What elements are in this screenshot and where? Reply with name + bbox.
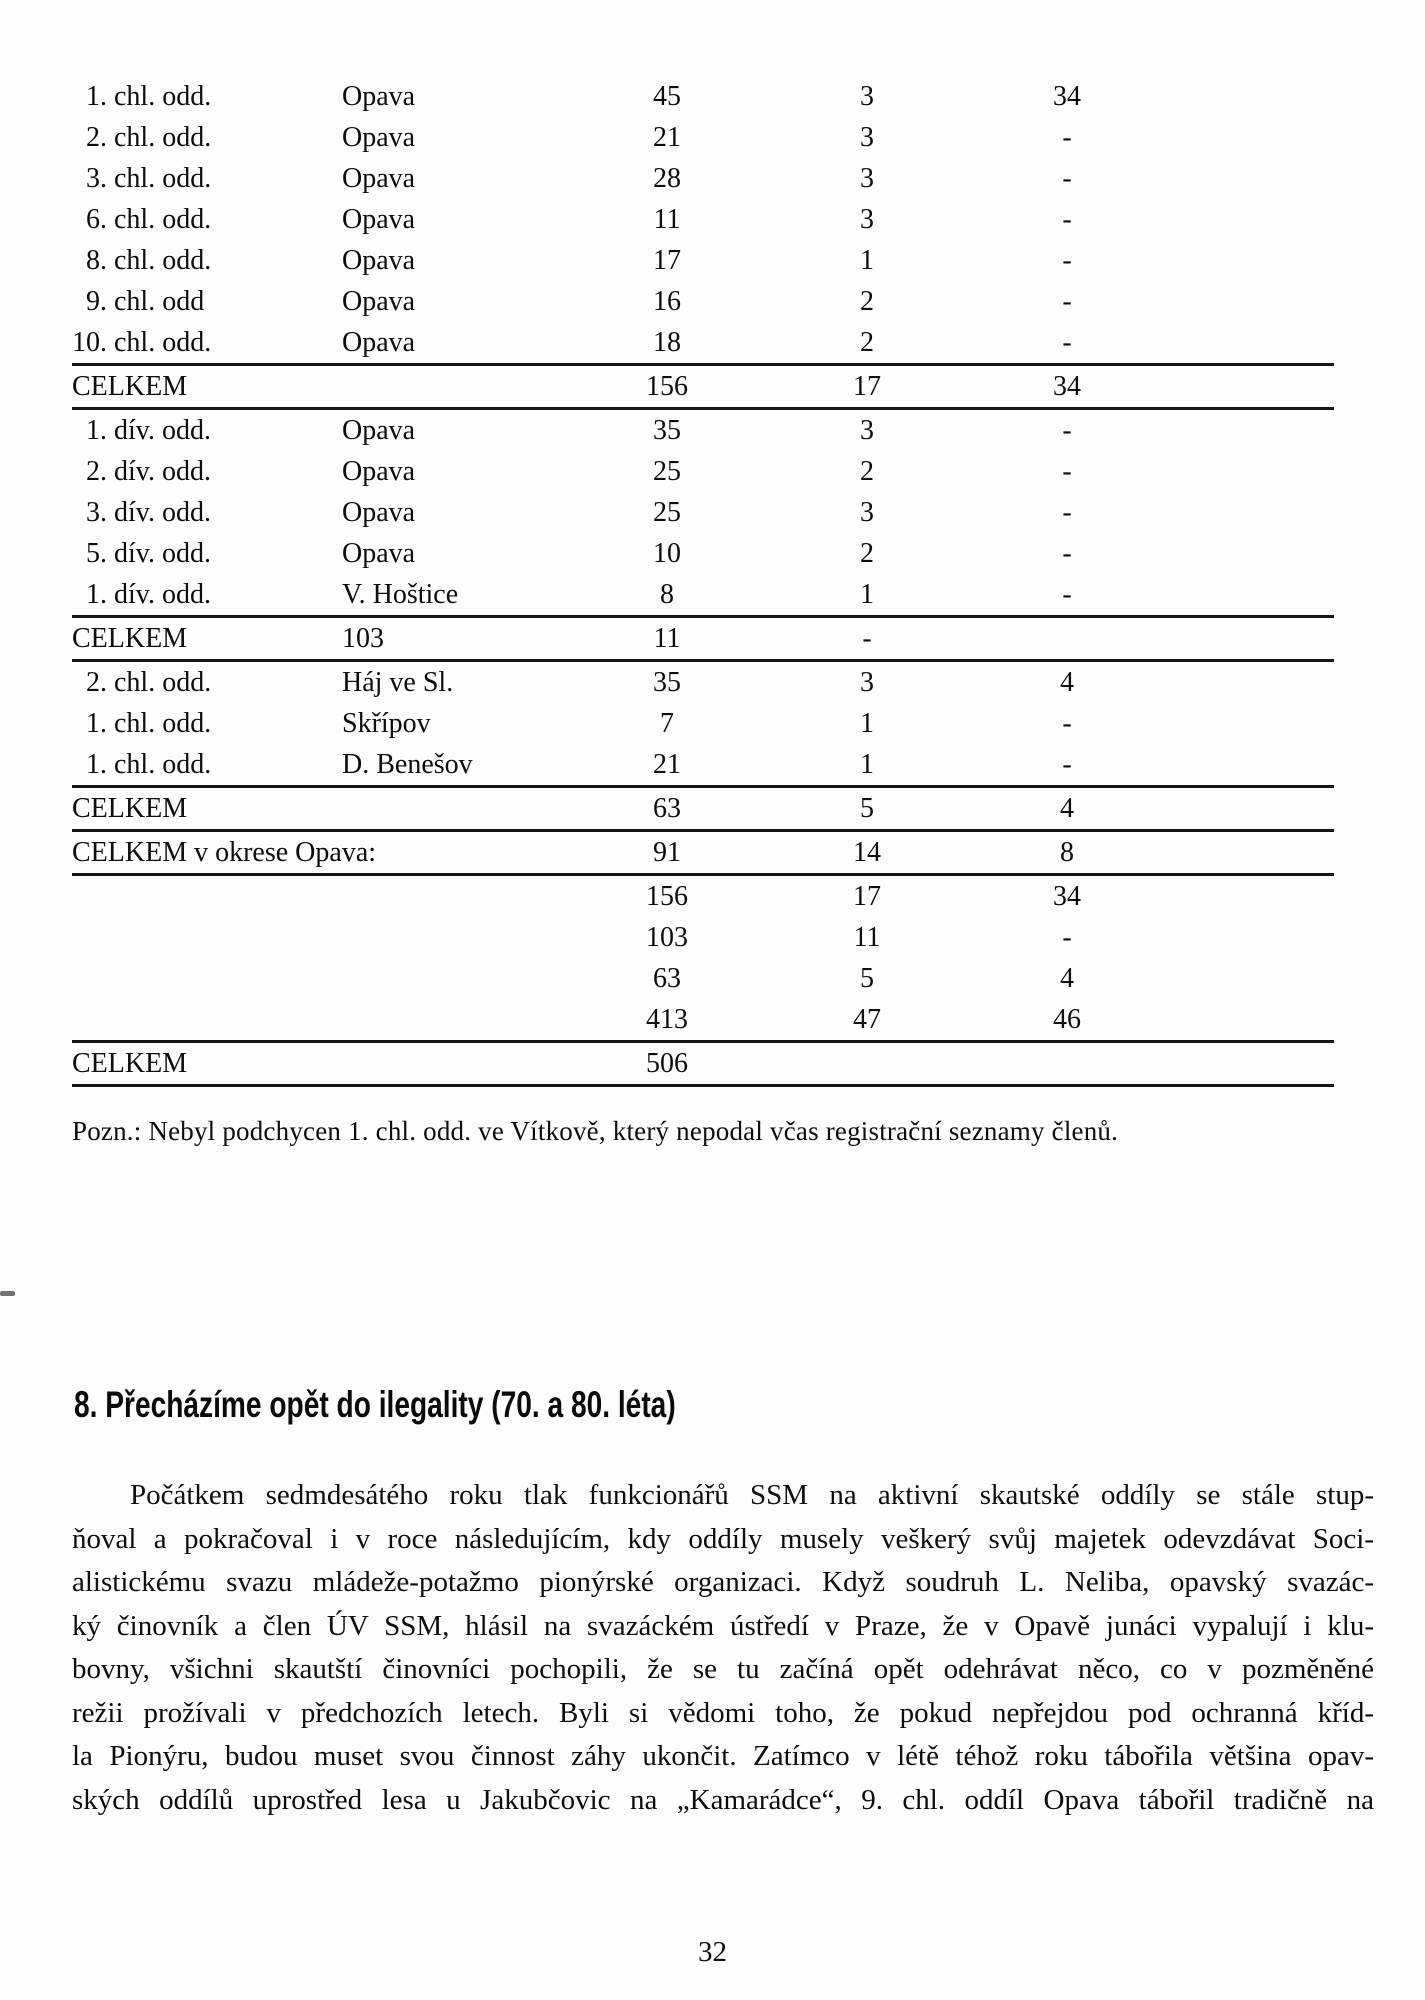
- row-label: 1. chl. odd.: [86, 749, 212, 780]
- row-value-1: 506: [646, 1048, 688, 1079]
- row-place: Opava: [342, 538, 416, 569]
- row-label: 9. chl. odd: [86, 286, 205, 317]
- row-label: 1. dív. odd.: [86, 415, 211, 446]
- row-value-3: 34: [1053, 371, 1081, 402]
- row-value-3: [982, 618, 1152, 659]
- row-value-1: 18: [653, 327, 681, 358]
- row-value-2: 1: [860, 245, 874, 276]
- row-value-2: 2: [860, 286, 874, 317]
- row-place: [342, 917, 582, 958]
- footnote: Pozn.: Nebyl podchycen 1. chl. odd. ve Vítkově, který nepodal včas registrační seznamy členů.: [72, 1116, 1119, 1146]
- row-label: 2. chl. odd.: [86, 122, 212, 153]
- table-row: [72, 662, 1334, 703]
- row-label: 1. chl. odd.: [86, 81, 212, 112]
- row-value-3: -: [1062, 245, 1072, 276]
- row-place: [342, 832, 582, 873]
- row-value-2: 1: [860, 708, 874, 739]
- row-value-1: 25: [653, 497, 681, 528]
- row-value-2: 3: [860, 81, 874, 112]
- row-label: 8. chl. odd.: [86, 245, 212, 276]
- table-row: [72, 958, 1334, 999]
- row-label: 10. chl. odd.: [72, 327, 212, 358]
- row-value-1: 25: [653, 456, 681, 487]
- row-value-2: 2: [860, 538, 874, 569]
- row-value-3: -: [1062, 204, 1072, 235]
- table-row: [72, 76, 1334, 117]
- table-row: [72, 158, 1334, 199]
- row-value-3: 34: [1053, 81, 1081, 112]
- scan-artifact: [0, 1291, 15, 1296]
- row-value-1: 413: [646, 1004, 688, 1035]
- section-heading: 8. Přecházíme opět do ilegality (70. a 80. léta): [74, 1384, 676, 1425]
- row-place: Opava: [342, 327, 416, 358]
- row-value-2: 17: [853, 371, 881, 402]
- row-value-1: 28: [653, 163, 681, 194]
- row-value-2: -: [862, 623, 872, 654]
- row-label: CELKEM: [72, 1048, 188, 1079]
- table-row: [72, 240, 1334, 281]
- row-place: Opava: [342, 204, 416, 235]
- row-label: 1. chl. odd.: [86, 708, 212, 739]
- row-value-1: 35: [653, 667, 681, 698]
- table-row: [72, 199, 1334, 240]
- row-value-2: 5: [860, 793, 874, 824]
- row-value-2: 1: [860, 749, 874, 780]
- paragraph-line: la Pionýru, budou muset svou činnost záhy ukončit. Zatímco v létě téhož roku tábořila většina opav-: [72, 1740, 1374, 1772]
- row-label: 5. dív. odd.: [86, 538, 211, 569]
- table-row: [72, 744, 1334, 785]
- row-label: 2. dív. odd.: [86, 456, 211, 487]
- row-value-1: 8: [660, 579, 674, 610]
- row-value-2: 11: [853, 922, 881, 953]
- table-row: [72, 117, 1334, 158]
- table-row: [72, 1043, 1334, 1084]
- row-label: 1. dív. odd.: [86, 579, 211, 610]
- row-value-2: 14: [853, 837, 881, 868]
- row-value-3: -: [1062, 749, 1072, 780]
- row-place: Opava: [342, 497, 416, 528]
- row-value-2: 3: [860, 163, 874, 194]
- paragraph-line: ských oddílů uprostřed lesa u Jakubčovic na „Kamarádce“, 9. chl. oddíl Opava tábořil tradičně na: [72, 1783, 1374, 1816]
- row-value-1: 21: [653, 749, 681, 780]
- row-value-1: 103: [646, 922, 688, 953]
- row-place: [342, 366, 582, 407]
- row-value-3: -: [1062, 922, 1072, 953]
- row-label: 3. chl. odd.: [86, 163, 212, 194]
- row-label: [72, 999, 342, 1040]
- table-row: [72, 999, 1334, 1040]
- table-row: [72, 322, 1334, 363]
- row-label: CELKEM: [72, 371, 188, 402]
- table-row: [72, 917, 1334, 958]
- row-value-3: 4: [1060, 963, 1074, 994]
- row-place: 103: [342, 623, 384, 654]
- table-row: [72, 492, 1334, 533]
- row-value-3: -: [1062, 497, 1072, 528]
- table-row: [72, 703, 1334, 744]
- row-value-1: 156: [646, 881, 688, 912]
- row-label: [72, 958, 342, 999]
- row-value-3: 46: [1053, 1004, 1081, 1035]
- row-value-1: 63: [653, 963, 681, 994]
- row-value-2: 2: [860, 327, 874, 358]
- row-value-1: 35: [653, 415, 681, 446]
- row-place: Opava: [342, 415, 416, 446]
- row-value-3: -: [1062, 456, 1072, 487]
- table-row: [72, 832, 1334, 873]
- row-value-1: 10: [653, 538, 681, 569]
- row-value-2: [752, 1043, 982, 1084]
- page-number: 32: [698, 1936, 727, 1968]
- row-value-1: 156: [646, 371, 688, 402]
- row-label: CELKEM: [72, 793, 188, 824]
- row-value-1: 11: [653, 623, 681, 654]
- row-label: 3. dív. odd.: [86, 497, 211, 528]
- row-place: Opava: [342, 456, 416, 487]
- row-value-3: 4: [1060, 667, 1074, 698]
- paragraph-line: ký činovník a člen ÚV SSM, hlásil na svazáckém ústředí v Praze, že v Opavě junáci vypalují i klu-: [72, 1609, 1374, 1642]
- row-value-2: 3: [860, 122, 874, 153]
- row-place: [342, 1043, 582, 1084]
- table-row: [72, 281, 1334, 322]
- row-value-2: 3: [860, 204, 874, 235]
- row-value-2: 3: [860, 415, 874, 446]
- row-label: 6. chl. odd.: [86, 204, 212, 235]
- row-value-3: -: [1062, 327, 1072, 358]
- row-value-2: 5: [860, 963, 874, 994]
- table-row: [72, 574, 1334, 615]
- table-row: [72, 788, 1334, 829]
- registration-table: [72, 76, 1334, 1087]
- row-value-1: 91: [653, 837, 681, 868]
- table-row: [72, 366, 1334, 407]
- row-label: [72, 876, 342, 917]
- table-row: [72, 876, 1334, 917]
- row-value-2: 2: [860, 456, 874, 487]
- table-row: [72, 410, 1334, 451]
- paragraph-line: alistickému svazu mládeže-potažmo pionýrské organizaci. Když soudruh L. Neliba, opavský svazác-: [72, 1566, 1374, 1598]
- paragraph-line: bovny, všichni skautští činovníci pochopili, že se tu začíná opět odehrávat něco, co v pozměněné: [72, 1653, 1374, 1685]
- row-value-1: 11: [653, 204, 681, 235]
- row-value-2: 3: [860, 667, 874, 698]
- row-place: Opava: [342, 245, 416, 276]
- row-label: 2. chl. odd.: [86, 667, 212, 698]
- row-place: [342, 958, 582, 999]
- table-row: [72, 533, 1334, 574]
- row-value-1: 17: [653, 245, 681, 276]
- row-label: CELKEM v okrese Opava:: [72, 837, 377, 868]
- row-label: CELKEM: [72, 623, 188, 654]
- table-row: [72, 618, 1334, 659]
- row-value-3: -: [1062, 415, 1072, 446]
- body-paragraph: [72, 1474, 1374, 1822]
- row-place: [342, 876, 582, 917]
- row-value-3: -: [1062, 708, 1072, 739]
- row-value-2: 3: [860, 497, 874, 528]
- row-value-3: -: [1062, 163, 1072, 194]
- row-value-2: 1: [860, 579, 874, 610]
- row-value-1: 7: [660, 708, 674, 739]
- row-value-3: [982, 1043, 1152, 1084]
- paragraph-line: Počátkem sedmdesátého roku tlak funkcionářů SSM na aktivní skautské oddíly se stále stup-: [130, 1479, 1374, 1511]
- row-value-3: 34: [1053, 881, 1081, 912]
- row-value-1: 63: [653, 793, 681, 824]
- row-value-2: 47: [853, 1004, 881, 1035]
- row-place: D. Benešov: [342, 749, 473, 780]
- row-place: Opava: [342, 163, 416, 194]
- row-value-1: 45: [653, 81, 681, 112]
- paragraph-line: režii prožívali v předchozích letech. Byli si vědomi toho, že pokud nepřejdou pod ochranná kříd-: [72, 1696, 1374, 1729]
- row-label: [72, 917, 342, 958]
- row-place: Opava: [342, 81, 416, 112]
- row-value-3: 8: [1060, 837, 1074, 868]
- row-value-3: -: [1062, 122, 1072, 153]
- row-place: Opava: [342, 122, 416, 153]
- row-value-3: 4: [1060, 793, 1074, 824]
- row-place: Skřípov: [342, 708, 431, 739]
- row-value-1: 21: [653, 122, 681, 153]
- row-place: Opava: [342, 286, 416, 317]
- paragraph-line: ňoval a pokračoval i v roce následujícím, kdy oddíly musely veškerý svůj majetek odevzdávat Soci-: [72, 1522, 1374, 1555]
- row-value-3: -: [1062, 579, 1072, 610]
- row-value-1: 16: [653, 286, 681, 317]
- table-row: [72, 451, 1334, 492]
- row-value-3: -: [1062, 538, 1072, 569]
- row-place: [342, 999, 582, 1040]
- row-place: Háj ve Sl.: [342, 667, 454, 698]
- row-value-2: 17: [853, 881, 881, 912]
- row-value-3: -: [1062, 286, 1072, 317]
- row-place: V. Hoštice: [342, 579, 459, 610]
- table-rule: [72, 1084, 1334, 1087]
- row-place: [342, 788, 582, 829]
